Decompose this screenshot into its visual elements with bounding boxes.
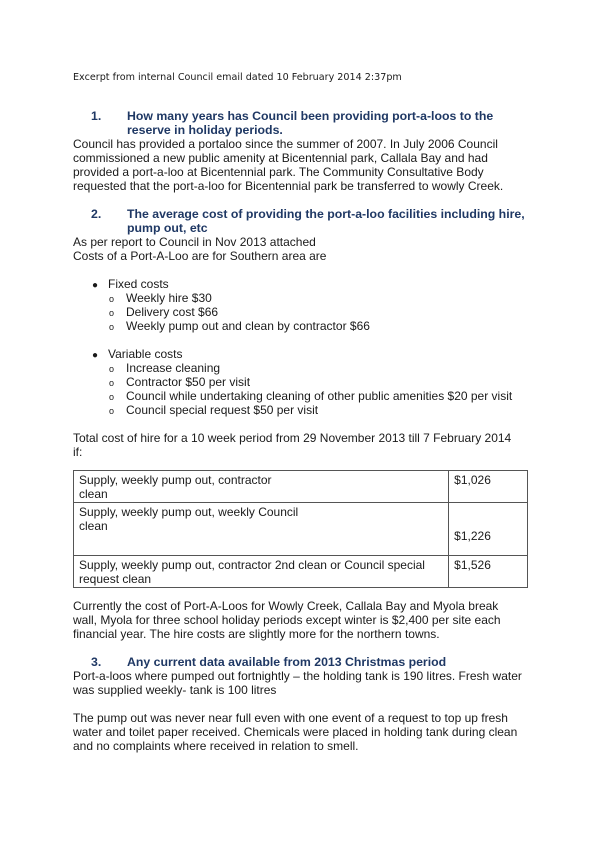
table-cell-description: Supply, weekly pump out, contractor 2nd clean or Council special request clean bbox=[74, 556, 449, 588]
circle-bullet-icon: o bbox=[109, 308, 115, 318]
q1-body-line: commissioned a new public amenity at Bicentennial park, Callala Bay and had bbox=[73, 151, 488, 165]
q2-body-line: As per report to Council in Nov 2013 attached bbox=[73, 235, 316, 249]
question-1-number: 1. bbox=[91, 109, 102, 123]
table-row bbox=[74, 503, 528, 556]
circle-bullet-icon: o bbox=[109, 392, 115, 402]
table-cell-description: Supply, weekly pump out, weekly Council clean bbox=[74, 503, 449, 556]
circle-bullet-icon: o bbox=[109, 294, 115, 304]
q3-body-line: water and toilet paper received. Chemicals were placed in holding tank during clean bbox=[73, 725, 518, 739]
fixed-cost-item: o Weekly hire $30 bbox=[109, 291, 212, 305]
question-3-heading bbox=[91, 655, 446, 669]
question-3-line1: Any current data available from 2013 Christmas period bbox=[127, 655, 447, 669]
current-cost-line: Currently the cost of Port-A-Loos for Wowly Creek, Callala Bay and Myola break bbox=[73, 599, 499, 613]
cost-table bbox=[73, 470, 528, 588]
fixed-cost-item: o Weekly pump out and clean by contractor $66 bbox=[109, 319, 370, 333]
question-2-line1: The average cost of providing the port-a-loo facilities including hire, bbox=[127, 207, 525, 221]
circle-bullet-icon: o bbox=[109, 322, 115, 332]
current-cost-line: financial year. The hire costs are slightly more for the northern towns. bbox=[73, 627, 440, 641]
bullet-icon: ● bbox=[92, 280, 99, 291]
circle-bullet-icon: o bbox=[109, 406, 115, 416]
table-cell-amount: $1,526 bbox=[449, 556, 528, 588]
question-2-heading bbox=[91, 207, 525, 235]
variable-cost-item: o Council special request $50 per visit bbox=[109, 403, 319, 417]
circle-bullet-icon: o bbox=[109, 378, 115, 388]
current-cost-line: wall, Myola for three school holiday periods except winter is $2,400 per site each bbox=[73, 613, 501, 627]
q3-body-line: The pump out was never near full even with one event of a request to top up fresh bbox=[73, 711, 508, 725]
total-intro-line: if: bbox=[73, 445, 83, 459]
q3-body-line: was supplied weekly- tank is 100 litres bbox=[73, 683, 277, 697]
variable-cost-item: o Increase cleaning bbox=[109, 361, 221, 375]
question-1-heading bbox=[91, 109, 493, 137]
question-1-line1: How many years has Council been providing port-a-loos to the bbox=[127, 109, 494, 123]
table-cell-amount: $1,026 bbox=[449, 471, 528, 503]
table-cell-amount: $1,226 bbox=[449, 503, 528, 556]
q1-body-line: provided a port-a-loo at Bicentennial park. The Community Consultative Body bbox=[73, 165, 484, 179]
fixed-cost-item: o Delivery cost $66 bbox=[109, 305, 219, 319]
email-excerpt-header: Excerpt from internal Council email dated 10 February 2014 2:37pm bbox=[73, 72, 402, 83]
q1-body-line: requested that the port-a-loo for Bicentennial park be transferred to wowly Creek. bbox=[73, 179, 504, 193]
variable-costs-label: Variable costs bbox=[108, 347, 183, 361]
fixed-costs-label: Fixed costs bbox=[108, 277, 169, 291]
variable-cost-item: o Council while undertaking cleaning of other public amenities $20 per visit bbox=[109, 389, 513, 403]
question-2-number: 2. bbox=[91, 207, 102, 221]
table-row bbox=[74, 556, 528, 588]
q1-body-line: Council has provided a portaloo since the summer of 2007. In July 2006 Council bbox=[73, 137, 498, 151]
q2-body-line: Costs of a Port-A-Loo are for Southern area are bbox=[73, 249, 327, 263]
question-2-line2: pump out, etc bbox=[127, 221, 208, 235]
table-cell-description: Supply, weekly pump out, contractor clean bbox=[74, 471, 449, 503]
bullet-icon: ● bbox=[92, 350, 99, 361]
table-row bbox=[74, 471, 528, 503]
circle-bullet-icon: o bbox=[109, 364, 115, 374]
q3-body-line: and no complaints where received in relation to smell. bbox=[73, 739, 359, 753]
question-3-number: 3. bbox=[91, 655, 102, 669]
question-1-line2: reserve in holiday periods. bbox=[127, 123, 283, 137]
q3-body-line: Port-a-loos where pumped out fortnightly – the holding tank is 190 litres. Fresh water bbox=[73, 669, 522, 683]
variable-cost-item: o Contractor $50 per visit bbox=[109, 375, 251, 389]
total-intro-line: Total cost of hire for a 10 week period from 29 November 2013 till 7 February 2014 bbox=[73, 431, 512, 445]
